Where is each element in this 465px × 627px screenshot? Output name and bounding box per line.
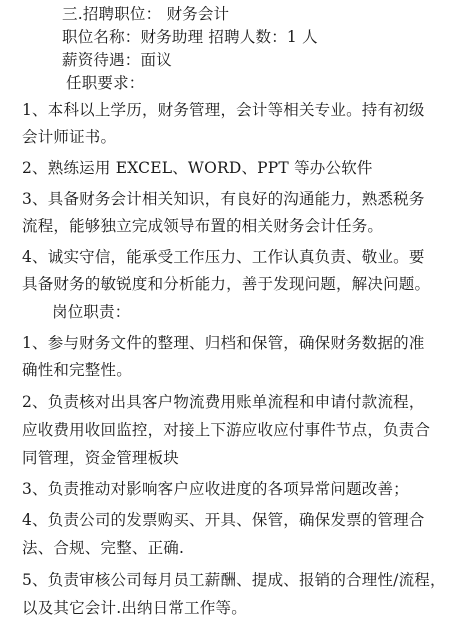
title-count-line: 职位名称：财务助理 招聘人数：1 人 [62, 28, 318, 46]
duty-1-line-2: 确性和完整性。 [22, 361, 132, 379]
requirement-2-line-1: 2、熟练运用 EXCEL、WORD、PPT 等办公软件 [22, 159, 373, 177]
requirements-heading: 任职要求： [66, 74, 145, 92]
duties-heading: 岗位职责： [52, 303, 131, 321]
requirement-1-line-2: 会计师证书。 [22, 128, 117, 146]
duty-4-line-2: 法、合规、完整、正确. [22, 539, 185, 557]
duty-2-line-2: 应收费用收回监控，对接上下游应收应付事件节点，负责合 [22, 421, 431, 439]
salary-line: 薪资待遇：面议 [62, 51, 172, 69]
duty-2-line-3: 同管理，资金管理板块 [22, 449, 180, 467]
requirement-4-line-2: 具备财务的敏锐度和分析能力，善于发现问题，解决问题。 [22, 275, 431, 293]
duty-4-line-1: 4、负责公司的发票购买、开具、保管，确保发票的管理合 [22, 511, 425, 529]
requirement-3-line-2: 流程，能够独立完成领导布置的相关财务会计任务。 [22, 217, 384, 235]
duty-5-line-2: 以及其它会计.出纳日常工作等。 [22, 599, 247, 617]
position-line: 三.招聘职位： 财务会计 [62, 5, 230, 23]
requirement-3-line-1: 3、具备财务会计相关知识，有良好的沟通能力，熟悉税务 [22, 190, 425, 208]
duty-5-line-1: 5、负责审核公司每月员工薪酬、提成、报销的合理性/流程， [22, 571, 446, 589]
duty-1-line-1: 1、参与财务文件的整理、归档和保管，确保财务数据的准 [22, 334, 425, 352]
requirement-1-line-1: 1、本科以上学历，财务管理，会计等相关专业。持有初级 [22, 101, 425, 119]
duty-2-line-1: 2、负责核对出具客户物流费用账单流程和申请付款流程， [22, 393, 425, 411]
requirement-4-line-1: 4、诚实守信，能承受工作压力、工作认真负责、敬业。要 [22, 248, 425, 266]
duty-3-line-1: 3、负责推动对影响客户应收进度的各项异常问题改善； [22, 480, 409, 498]
